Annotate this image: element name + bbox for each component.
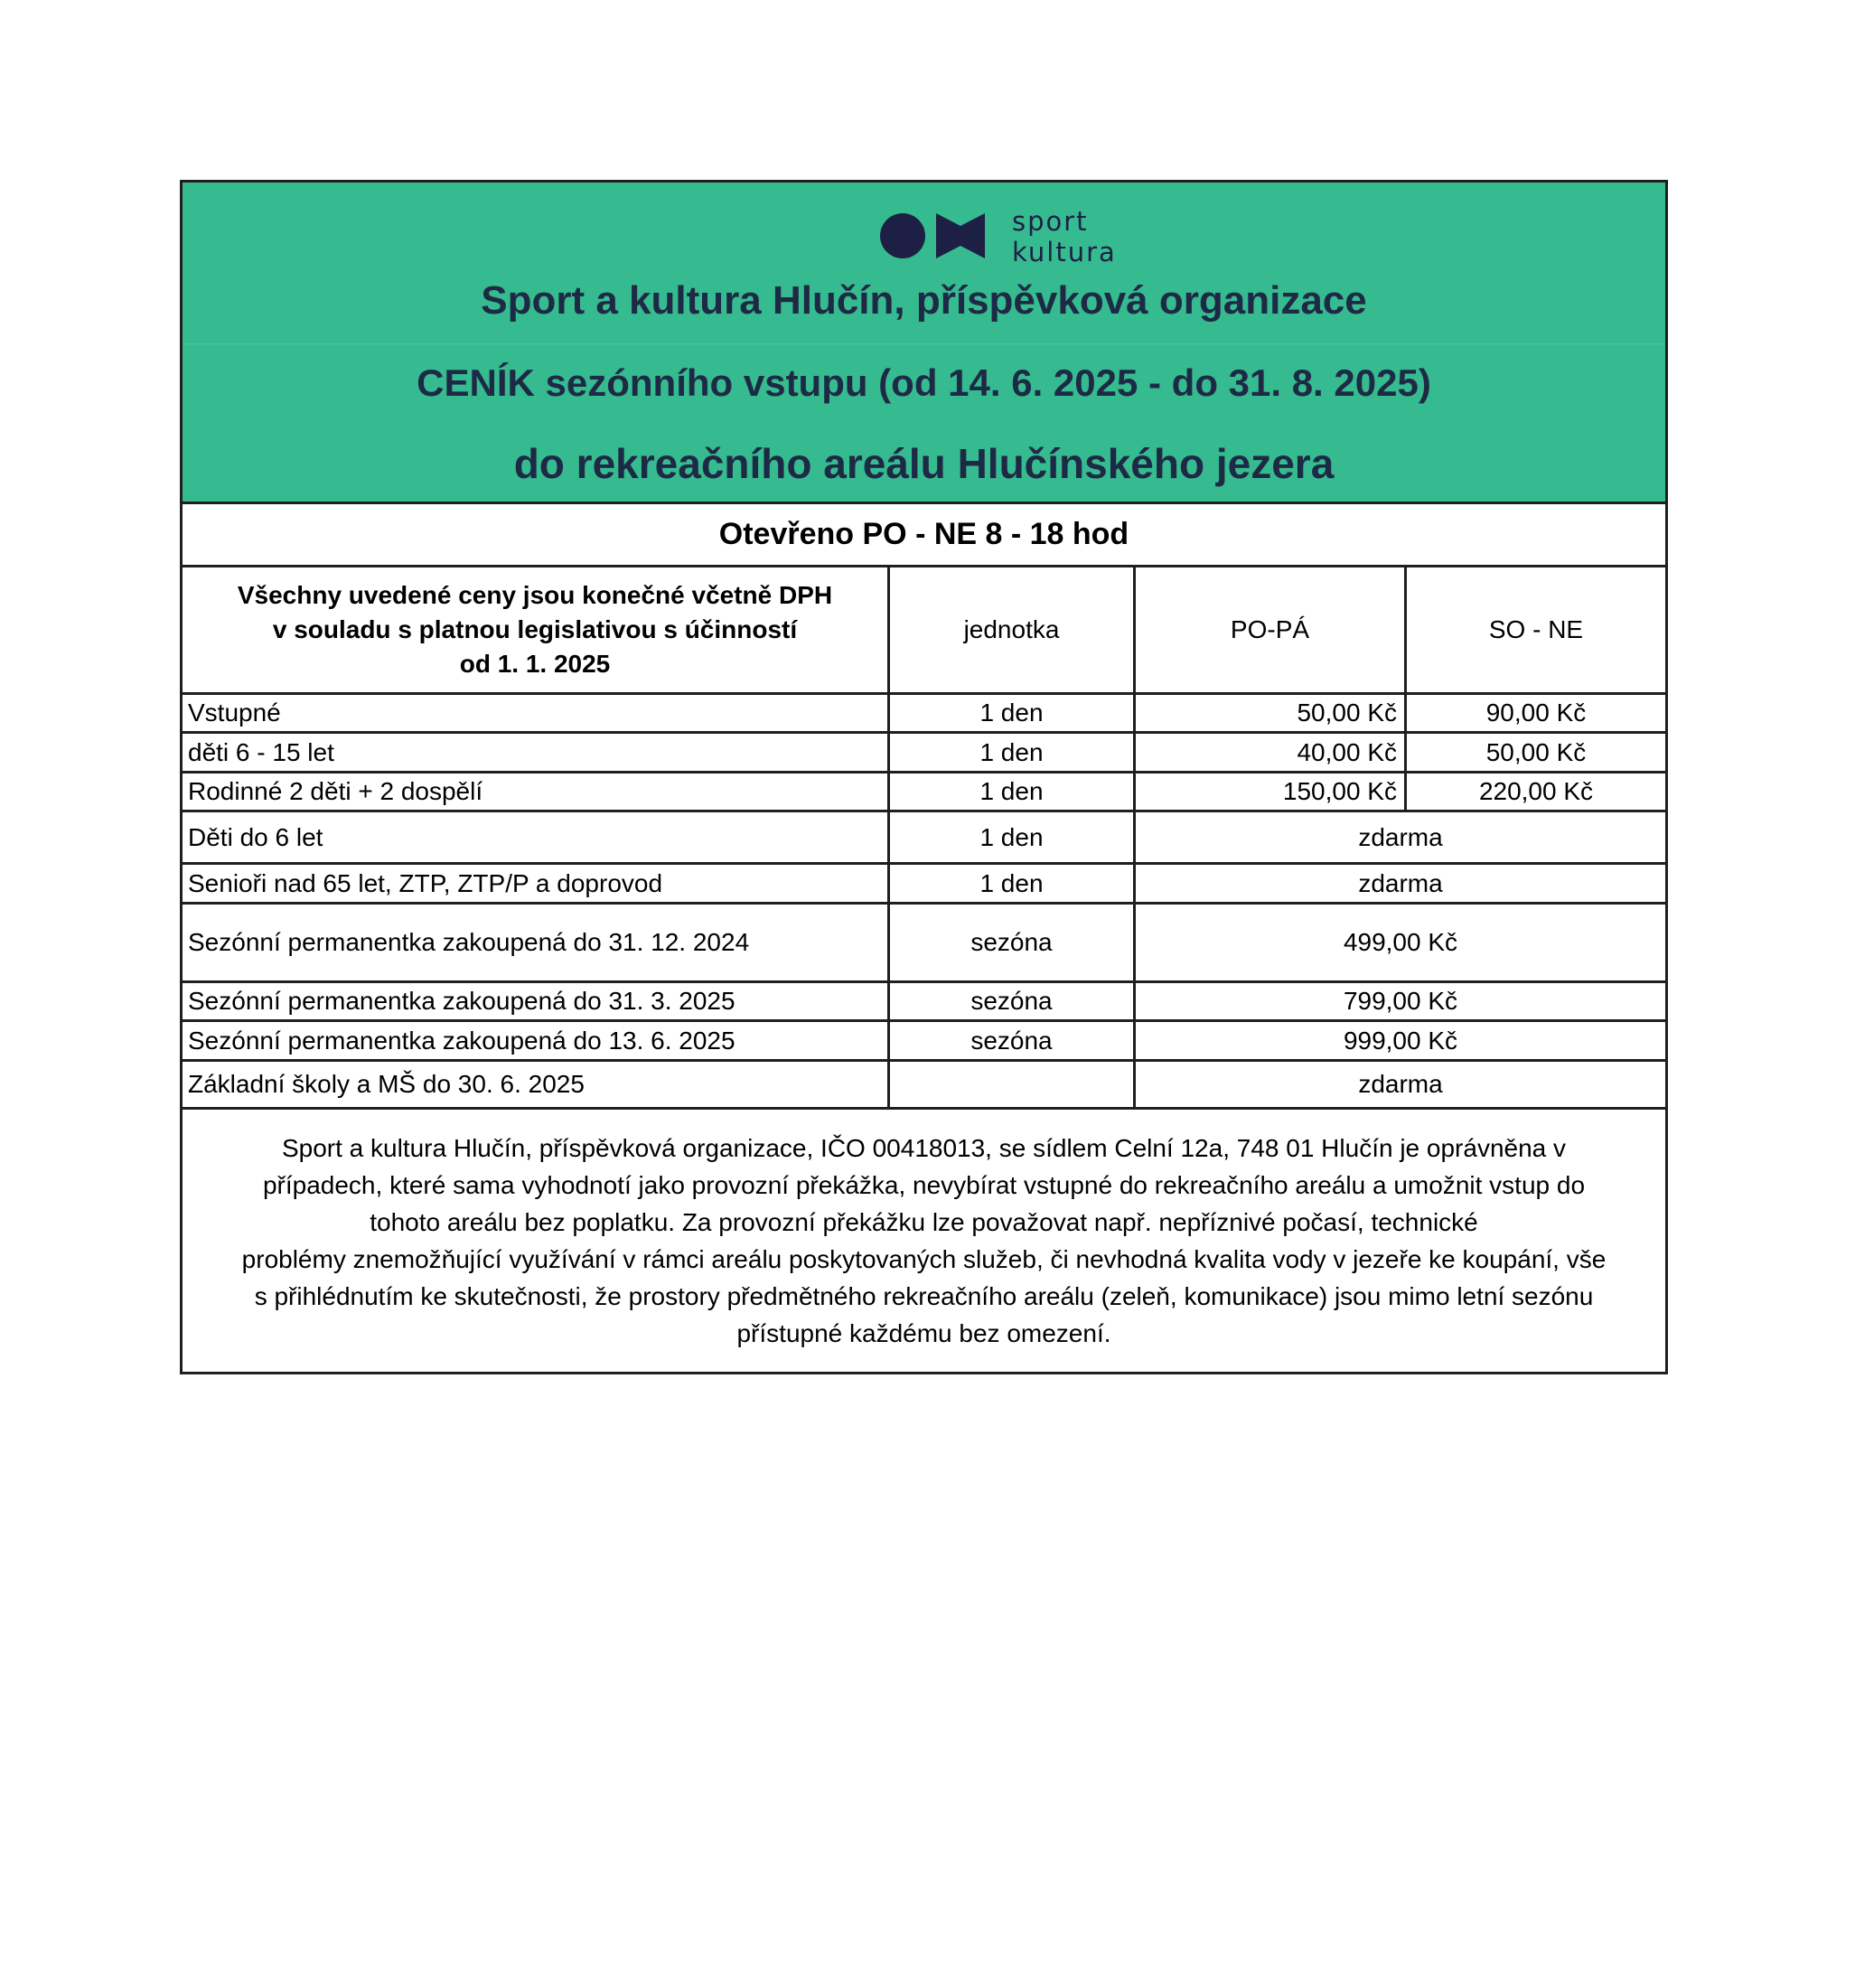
vat-note-line: v souladu s platnou legislativou s účinností <box>272 615 798 643</box>
legal-note-line: problémy znemožňující využívání v rámci areálu poskytovaných služeb, či nevhodná kvalita vody v jezeře ke koupání, vše <box>241 1245 1607 1273</box>
logo-circle-icon <box>880 213 925 258</box>
column-header-unit: jednotka <box>887 567 1133 692</box>
table-row <box>183 983 1665 1022</box>
column-header-weekday: PO-PÁ <box>1133 567 1404 692</box>
row-unit: sezóna <box>887 905 1133 980</box>
row-unit: 1 den <box>887 734 1133 771</box>
table-row <box>183 774 1665 812</box>
row-unit: 1 den <box>887 774 1133 810</box>
vat-note-line: od 1. 1. 2025 <box>459 650 611 678</box>
table-row <box>183 905 1665 983</box>
table-row <box>183 812 1665 865</box>
header-divider <box>183 343 1665 344</box>
row-price: 799,00 Kč <box>1133 983 1665 1019</box>
row-label: Sezónní permanentka zakoupená do 13. 6. 2025 <box>188 1026 735 1055</box>
row-unit: sezóna <box>887 983 1133 1019</box>
row-weekday-price: 150,00 Kč <box>1133 774 1404 810</box>
column-header-weekend: SO - NE <box>1404 567 1665 692</box>
legal-note-line: s přihlédnutím ke skutečnosti, že prostory předmětného rekreačního areálu (zeleň, komunikace) jsou mimo letní sezónu <box>254 1282 1594 1310</box>
row-weekday-price: 50,00 Kč <box>1133 695 1404 731</box>
row-label: Rodinné 2 děti + 2 dospělí <box>188 777 483 805</box>
row-price: zdarma <box>1133 812 1665 862</box>
legal-note-line: Sport a kultura Hlučín, příspěvková organizace, IČO 00418013, se sídlem Celní 12a, 748 01 Hlučín je oprávněna v <box>281 1134 1567 1162</box>
logo-line-sport: sport <box>1012 206 1089 237</box>
opening-hours: Otevřeno PO - NE 8 - 18 hod <box>183 504 1665 567</box>
row-label: Sezónní permanentka zakoupená do 31. 12. 2024 <box>188 928 750 956</box>
logo-line-kultura: kultura <box>1012 237 1117 267</box>
table-row <box>183 1062 1665 1110</box>
price-list-sheet <box>180 180 1668 1374</box>
table-header-row <box>183 567 1665 695</box>
row-weekend-price: 220,00 Kč <box>1404 774 1665 810</box>
row-weekend-price: 90,00 Kč <box>1404 695 1665 731</box>
organization-title: Sport a kultura Hlučín, příspěvková organizace <box>481 278 1367 323</box>
legal-note-line: přístupné každému bez omezení. <box>736 1319 1111 1347</box>
pricelist-title: CENÍK sezónního vstupu (od 14. 6. 2025 - do 31. 8. 2025) <box>417 361 1431 404</box>
vat-note-line: Všechny uvedené ceny jsou konečné včetně DPH <box>237 581 833 609</box>
row-label: Vstupné <box>188 699 281 727</box>
row-price: zdarma <box>1133 865 1665 902</box>
table-row <box>183 734 1665 774</box>
logo-bowtie-icon <box>936 213 985 258</box>
row-unit: 1 den <box>887 812 1133 862</box>
legal-note <box>183 1113 1665 1352</box>
table-row <box>183 1022 1665 1062</box>
location-title: do rekreačního areálu Hlučínského jezera <box>513 440 1335 487</box>
row-weekend-price: 50,00 Kč <box>1404 734 1665 771</box>
row-unit: 1 den <box>887 865 1133 902</box>
row-unit: sezóna <box>887 1022 1133 1059</box>
header-banner <box>183 183 1665 504</box>
row-price: zdarma <box>1133 1062 1665 1107</box>
row-weekday-price: 40,00 Kč <box>1133 734 1404 771</box>
table-row <box>183 865 1665 905</box>
row-label: Sezónní permanentka zakoupená do 31. 3. 2025 <box>188 987 735 1015</box>
sport-kultura-logo <box>880 204 1142 267</box>
row-price: 499,00 Kč <box>1133 905 1665 980</box>
table-row <box>183 695 1665 734</box>
row-price: 999,00 Kč <box>1133 1022 1665 1059</box>
row-label: Senioři nad 65 let, ZTP, ZTP/P a doprovod <box>188 868 663 897</box>
row-unit: 1 den <box>887 695 1133 731</box>
row-label: Děti do 6 let <box>188 822 323 851</box>
row-unit <box>887 1062 1133 1107</box>
row-label: Základní školy a MŠ do 30. 6. 2025 <box>188 1070 585 1098</box>
vat-note <box>183 567 887 692</box>
logo-wordmark <box>1012 206 1117 267</box>
legal-note-line: tohoto areálu bez poplatku. Za provozní překážku lze považovat např. nepříznivé počasí, technické <box>370 1208 1478 1236</box>
legal-note-line: případech, které sama vyhodnotí jako provozní překážka, nevybírat vstupné do rekreačního areálu a umožnit vstup do <box>262 1171 1586 1199</box>
row-label: děti 6 - 15 let <box>188 737 334 766</box>
